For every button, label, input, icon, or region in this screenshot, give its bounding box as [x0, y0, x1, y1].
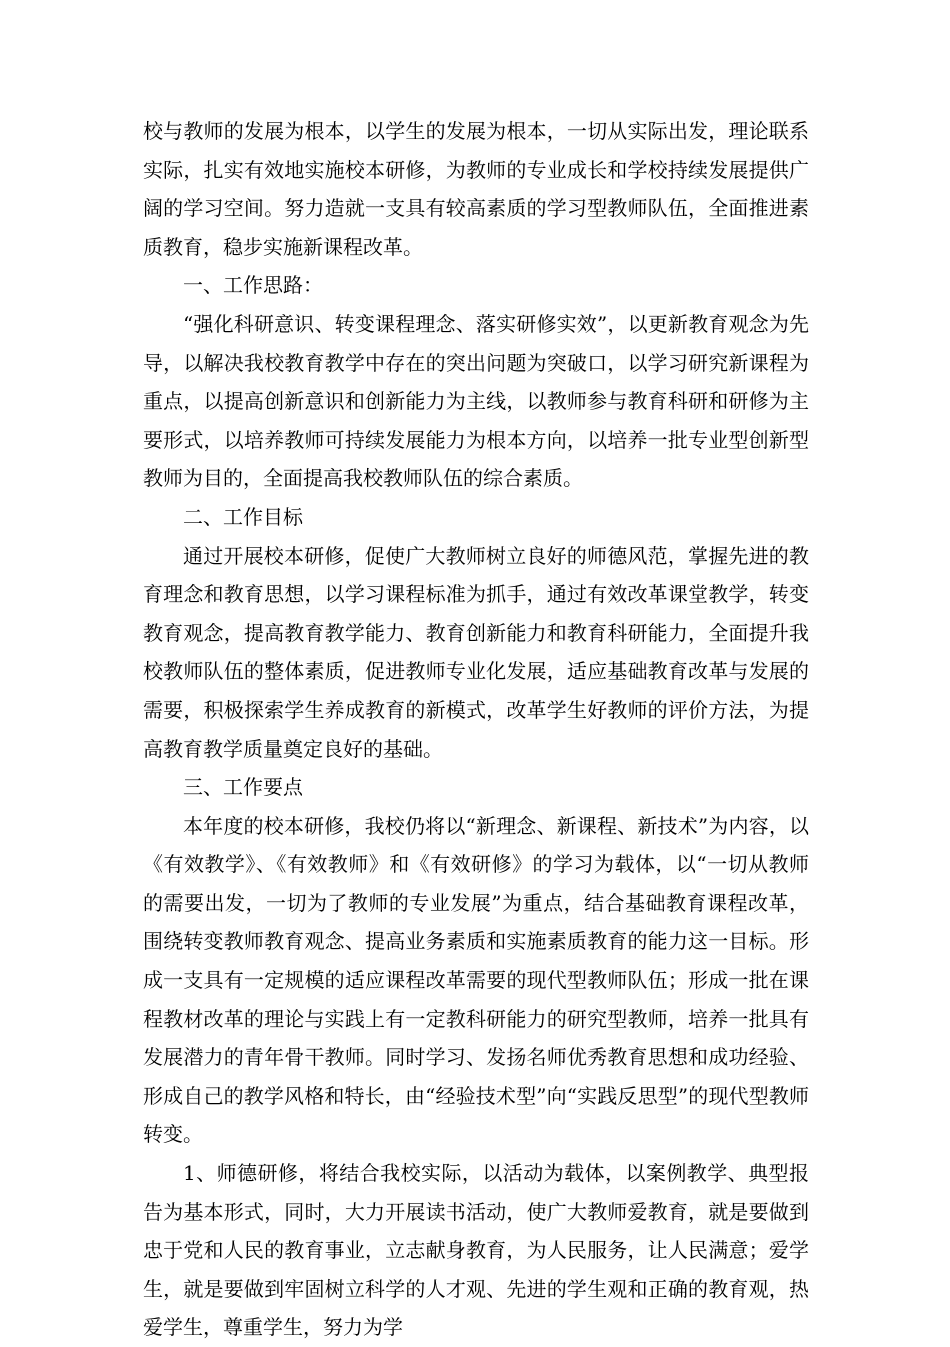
heading-work-goals: 二、工作目标 [183, 504, 303, 529]
paragraph-work-points: 本年度的校本研修，我校仍将以“新理念、新课程、新技术”为内容，以《有效教学》、《有效教师》和《有效研修》的学习为载体，以“一切从教师的需要出发，一切为了教师的专业发展”为重点，结合基础教育课程改革，围绕转变教师教育观念、提高业务素质和实施素质教育的能力这一目标。形成一支具有一定规模的适应课程改革需要的现代型教师队伍；形成一批在课程教材改革的理论与实践上有一定教科研能力的研究型教师，培养一批具有发展潜力的青年骨干教师。同时学习、发扬名师优秀教育思想和成功经验、形成自己的教学风格和特长，由“经验技术型”向“实践反思型”的现代型教师转变。 [143, 813, 809, 1147]
paragraph-ethics-training: 1、师德研修，将结合我校实际，以活动为载体，以案例教学、典型报告为基本形式，同时，大力开展读书活动，使广大教师爱教育，就是要做到忠于党和人民的教育事业，立志献身教育，为人民服务，让人民满意；爱学生，就是要做到牢固树立科学的人才观、先进的学生观和正确的教育观，热爱学生，尊重学生，努力为学 [143, 1161, 809, 1340]
paragraph-work-approach: “强化科研意识、转变课程理念、落实研修实效”，以更新教育观念为先导，以解决我校教育教学中存在的突出问题为突破口，以学习研究新课程为重点，以提高创新意识和创新能力为主线，以教师参与教育科研和研修为主要形式，以培养教师可持续发展能力为根本方向，以培养一批专业型创新型教师为目的，全面提高我校教师队伍的综合素质。 [143, 311, 809, 491]
document-body [143, 112, 809, 1347]
paragraph-work-goals: 通过开展校本研修，促使广大教师树立良好的师德风范，掌握先进的教育理念和教育思想，以学习课程标准为抓手，通过有效改革课堂教学，转变教育观念，提高教育教学能力、教育创新能力和教育科研能力，全面提升我校教师队伍的整体素质，促进教师专业化发展，适应基础教育改革与发展的需要，积极探索学生养成教育的新模式，改革学生好教师的评价方法，为提高教育教学质量奠定良好的基础。 [143, 543, 809, 761]
paragraph-intro: 校与教师的发展为根本，以学生的发展为根本，一切从实际出发，理论联系实际，扎实有效地实施校本研修，为教师的专业成长和学校持续发展提供广阔的学习空间。努力造就一支具有较高素质的学习型教师队伍，全面推进素质教育，稳步实施新课程改革。 [143, 119, 809, 259]
heading-work-points: 三、工作要点 [183, 775, 303, 800]
heading-work-approach: 一、工作思路： [183, 273, 323, 298]
